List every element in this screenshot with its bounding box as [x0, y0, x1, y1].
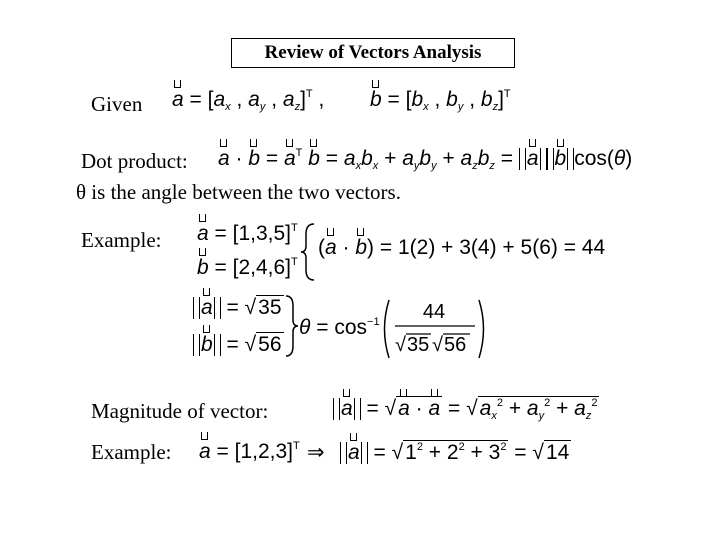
norm-b-formula: b = √56 [193, 332, 284, 357]
given-b-formula: $b = [b_x$ , $b_y$ , $b_z]^T$ [370, 88, 511, 113]
angle-fraction [379, 298, 489, 360]
angle-formula: $\theta = \cos^{-1}$ [299, 316, 380, 339]
svg-text:√: √ [432, 334, 443, 356]
example-label-1: Example: [81, 228, 162, 252]
brace-left [300, 222, 318, 282]
magnitude-formula: $a = √a \cdot a = √a_x^2 + a_y^2 + a_z^2$ [333, 396, 599, 422]
example-dot-result: (a · b) = 1(2) + 3(4) + 5(6) = 44 [318, 236, 606, 259]
magnitude-label: Magnitude of vector: [91, 399, 269, 423]
example-a-vector: $a = [1,3,5]^T$ [197, 222, 298, 245]
svg-text:√: √ [395, 334, 406, 356]
implies-symbol: ⇒ [307, 441, 325, 464]
page-title: Review of Vectors Analysis [231, 38, 515, 68]
norm-a-formula: a = √35 [193, 295, 284, 320]
dot-product-label: Dot product: [81, 149, 188, 173]
example2-magnitude: $a = √1^2 + 2^2 + 3^2 = √14$ [340, 440, 571, 465]
svg-text:56: 56 [444, 334, 467, 356]
example2-a-vector: $a = [1,2,3]^T$ [199, 440, 300, 463]
given-a-formula: $a = [a_x$ , $a_y$ , $a_z]^T$ , [172, 88, 325, 113]
example-label-2: Example: [91, 440, 172, 464]
example-b-vector: $b = [2,4,6]^T$ [197, 256, 298, 279]
theta-note: θ is the angle between the two vectors. [76, 180, 401, 204]
svg-text:35: 35 [407, 334, 430, 356]
brace-right [284, 294, 300, 358]
svg-text:44: 44 [422, 301, 446, 323]
given-label: Given [91, 92, 143, 116]
dot-product-formula: $a \cdot b = a^T$ $b = a_xb_x + a_yb_y + a_zb_z = a$ b cos(θ) [218, 147, 633, 172]
